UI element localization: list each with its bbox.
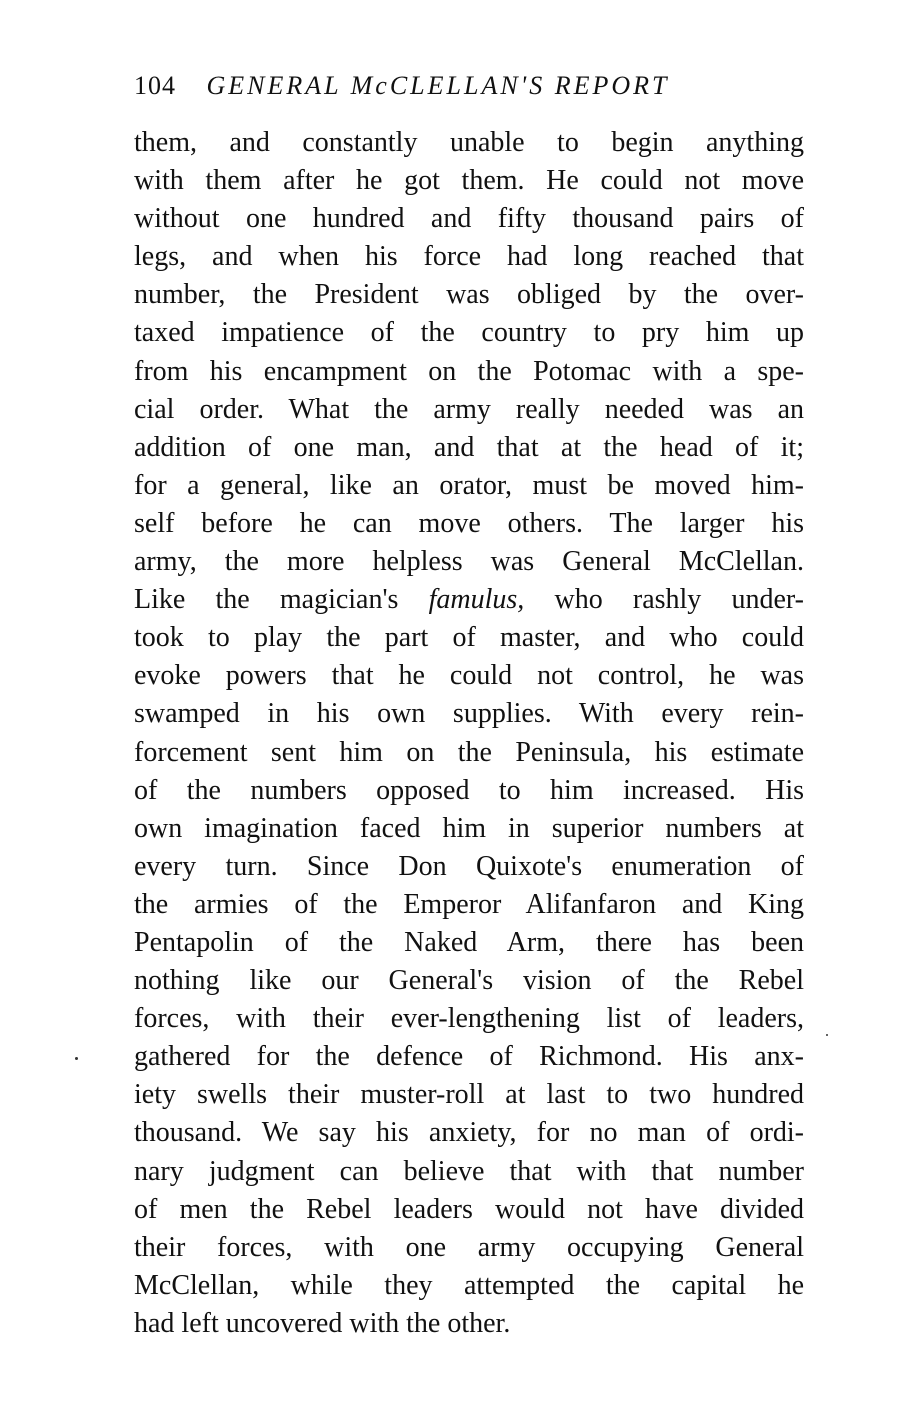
text-line: with them after he got them. He could not move: [134, 165, 804, 197]
text-line: the armies of the Emperor Alifanfaron and King: [134, 888, 804, 920]
text-line: of the numbers opposed to him increased. His: [134, 774, 804, 806]
text-line: own imagination faced him in superior numbers at: [134, 812, 804, 844]
text-line: every turn. Since Don Quixote's enumeration of: [134, 850, 804, 882]
text-line: forcement sent him on the Peninsula, his estimate: [134, 736, 804, 768]
text-line: of men the Rebel leaders would not have divided: [134, 1193, 804, 1225]
text-line: forces, with their ever-lengthening list of leaders,: [134, 1003, 804, 1035]
text-line: McClellan, while they attempted the capital he: [134, 1269, 804, 1301]
text-line: army, the more helpless was General McClellan.: [134, 546, 804, 578]
text-line: legs, and when his force had long reached that: [134, 241, 804, 273]
text-line: evoke powers that he could not control, he was: [134, 660, 804, 692]
page-number: 104: [134, 71, 176, 100]
text-line: took to play the part of master, and who could: [134, 622, 804, 654]
text-line: them, and constantly unable to begin anything: [134, 127, 804, 158]
text-line: from his encampment on the Potomac with a spe-: [134, 355, 804, 387]
page-header: [134, 66, 804, 106]
ink-speck: [75, 1057, 78, 1060]
text-line: for a general, like an orator, must be moved him-: [134, 469, 804, 501]
text-line: iety swells their muster-roll at last to two hundred: [134, 1079, 804, 1111]
text-line: thousand. We say his anxiety, for no man of ordi-: [134, 1117, 804, 1149]
text-line: without one hundred and fifty thousand pairs of: [134, 203, 804, 235]
italic-word: famulus,: [428, 584, 525, 616]
text-line: swamped in his own supplies. With every rein-: [134, 698, 804, 730]
text-line: Pentapolin of the Naked Arm, there has been: [134, 926, 804, 958]
text-line: self before he can move others. The larger his: [134, 507, 804, 539]
text-segment: who rashly under-: [524, 584, 804, 616]
text-line: [134, 581, 804, 619]
text-line: nothing like our General's vision of the Rebel: [134, 965, 804, 997]
text-line: their forces, with one army occupying General: [134, 1231, 804, 1263]
ink-speck: [826, 1034, 828, 1036]
text-line: nary judgment can believe that with that number: [134, 1155, 804, 1187]
text-line: had left uncovered with the other.: [134, 1307, 511, 1339]
text-line: cial order. What the army really needed was an: [134, 393, 804, 425]
text-line: number, the President was obliged by the over-: [134, 279, 804, 311]
running-title: GENERAL McCLELLAN'S REPORT: [206, 71, 670, 100]
text-line: addition of one man, and that at the head of it;: [134, 431, 804, 463]
text-line: gathered for the defence of Richmond. His anx-: [134, 1041, 804, 1073]
body-text: [134, 124, 804, 1343]
text-line: taxed impatience of the country to pry him up: [134, 317, 804, 349]
text-segment: Like the magician's: [134, 584, 429, 616]
